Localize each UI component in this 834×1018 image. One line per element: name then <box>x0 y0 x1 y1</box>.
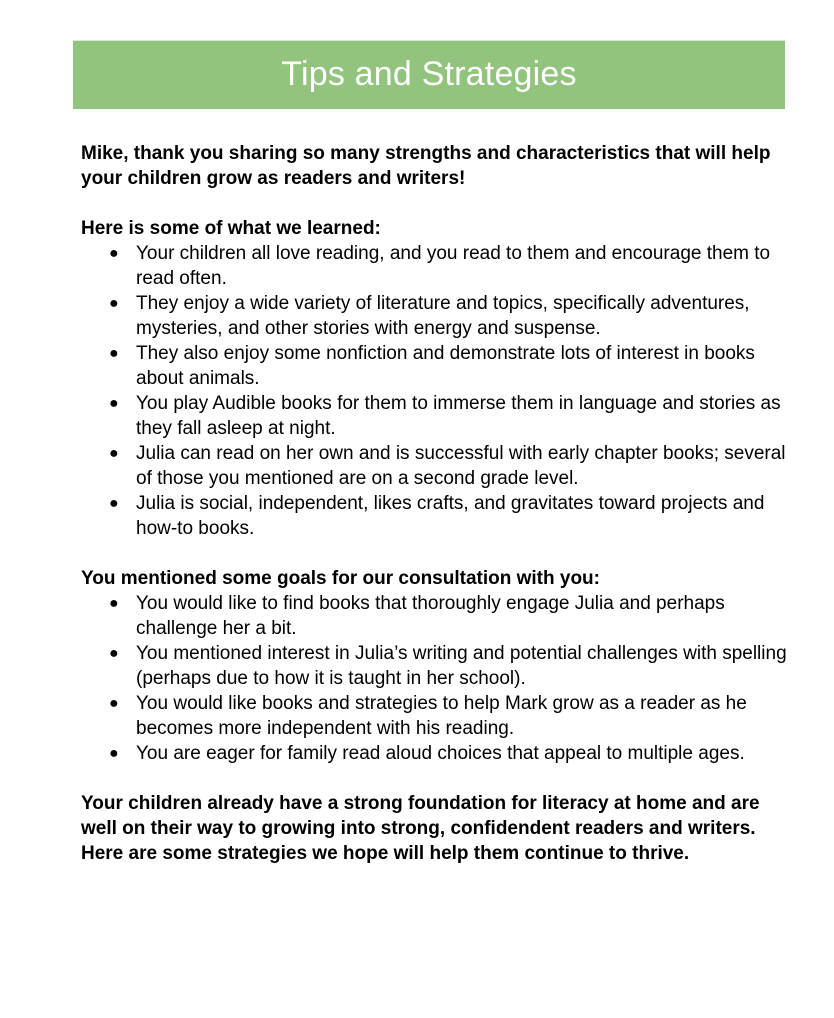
list-item <box>81 241 791 291</box>
list-item-text: Julia can read on her own and is successful with early chapter books; several of those you mentioned are on a second grade level. <box>136 443 786 489</box>
list-item <box>81 591 791 641</box>
list-item-text: You are eager for family read aloud choices that appeal to multiple ages. <box>136 743 745 764</box>
bullet-icon: ● <box>109 695 119 712</box>
bullet-icon: ● <box>109 295 119 312</box>
bullet-icon: ● <box>109 495 119 512</box>
list-item-text: You play Audible books for them to immerse them in language and stories as they fall asleep at night. <box>136 393 781 439</box>
list-item-text: They also enjoy some nonfiction and demonstrate lots of interest in books about animals. <box>136 343 755 389</box>
list-item <box>81 341 791 391</box>
list-item <box>81 691 791 741</box>
list-item <box>81 291 791 341</box>
goals-list <box>81 591 791 766</box>
list-item <box>81 441 791 491</box>
list-item-text: Julia is social, independent, likes crafts, and gravitates toward projects and how-to books. <box>136 493 765 539</box>
list-item-text: Your children all love reading, and you read to them and encourage them to read often. <box>136 243 771 289</box>
list-item-text: You would like books and strategies to help Mark grow as a reader as he becomes more independent with his reading. <box>136 693 747 739</box>
goals-heading: You mentioned some goals for our consultation with you: <box>81 568 600 589</box>
bullet-icon: ● <box>109 245 119 262</box>
document-body <box>81 141 791 866</box>
intro-paragraph: Mike, thank you sharing so many strengths and characteristics that will help your children grow as readers and writers! <box>81 143 771 189</box>
bullet-icon: ● <box>109 595 119 612</box>
list-item <box>81 741 791 766</box>
bullet-icon: ● <box>109 445 119 462</box>
list-item <box>81 391 791 441</box>
list-item-text: You would like to find books that thoroughly engage Julia and perhaps challenge her a bit. <box>136 593 725 639</box>
bullet-icon: ● <box>109 645 119 662</box>
bullet-icon: ● <box>109 395 119 412</box>
closing-paragraph: Your children already have a strong foundation for literacy at home and are well on their way to growing into strong, confidendent readers and writers. Here are some strategies we hope will help them continue to thrive. <box>81 793 760 864</box>
title-banner <box>73 40 785 109</box>
learned-heading: Here is some of what we learned: <box>81 218 381 239</box>
bullet-icon: ● <box>109 345 119 362</box>
list-item-text: They enjoy a wide variety of literature and topics, specifically adventures, mysteries, and other stories with energy and suspense. <box>136 293 750 339</box>
page-title: Tips and Strategies <box>281 54 577 93</box>
list-item <box>81 491 791 541</box>
list-item <box>81 641 791 691</box>
bullet-icon: ● <box>109 745 119 762</box>
learned-list <box>81 241 791 541</box>
list-item-text: You mentioned interest in Julia’s writing and potential challenges with spelling (perhaps due to how it is taught in her school). <box>136 643 787 689</box>
